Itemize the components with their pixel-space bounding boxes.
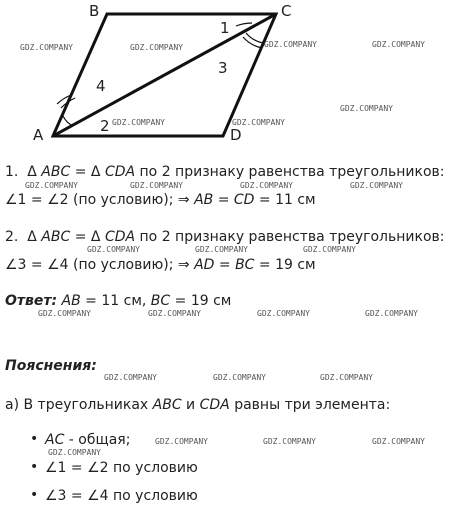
triangle-abc: ABC xyxy=(41,164,71,180)
triangle-symbol: Δ xyxy=(27,229,37,245)
watermark: GDZ.COMPANY xyxy=(20,43,73,52)
watermark: GDZ.COMPANY xyxy=(365,309,418,318)
explanation-text: равны три элемента: xyxy=(229,397,391,413)
watermark: GDZ.COMPANY xyxy=(130,181,183,190)
watermark: GDZ.COMPANY xyxy=(340,104,393,113)
vertex-a-label: A xyxy=(33,126,44,144)
watermark: GDZ.COMPANY xyxy=(257,309,310,318)
segment-ac: AC xyxy=(45,432,65,448)
watermark: GDZ.COMPANY xyxy=(372,40,425,49)
condition-text: ∠1 = ∠2 (по условию); ⇒ xyxy=(5,192,195,208)
list-item: • ∠3 = ∠4 по условию xyxy=(45,488,198,505)
equals: = xyxy=(213,192,234,208)
solution-line-3 xyxy=(5,229,444,246)
watermark: GDZ.COMPANY xyxy=(303,245,356,254)
segment-ad: AD xyxy=(194,257,215,273)
segment-cd: CD xyxy=(233,192,255,208)
vertex-d-label: D xyxy=(230,126,242,144)
solution-line-2 xyxy=(5,192,316,209)
step-number: 1. xyxy=(5,164,19,180)
answer-value-1: = 11 см, xyxy=(80,293,151,309)
watermark: GDZ.COMPANY xyxy=(195,245,248,254)
answer-label: Ответ: xyxy=(5,293,58,309)
length-value: = 19 см xyxy=(254,257,316,273)
angle-3-label: 3 xyxy=(218,59,228,77)
watermark: GDZ.COMPANY xyxy=(112,118,165,127)
watermark: GDZ.COMPANY xyxy=(372,437,425,446)
explanations-heading: Пояснения: xyxy=(5,358,97,374)
list-item-text: - общая; xyxy=(64,432,131,448)
triangle-cda: CDA xyxy=(104,164,136,180)
watermark: GDZ.COMPANY xyxy=(320,373,373,382)
step-number: 2. xyxy=(5,229,19,245)
watermark: GDZ.COMPANY xyxy=(25,181,78,190)
vertex-c-label: C xyxy=(281,2,292,20)
segment-bc: BC xyxy=(150,293,171,309)
answer-line xyxy=(5,293,231,310)
equals: = xyxy=(214,257,236,273)
equals-triangle: = Δ xyxy=(70,229,105,245)
segment-ab: AB xyxy=(194,192,214,208)
angle-1-label: 1 xyxy=(220,19,230,37)
watermark: GDZ.COMPANY xyxy=(232,118,285,127)
explanation-text: а) В треугольниках xyxy=(5,397,153,413)
list-item xyxy=(45,432,130,449)
length-value: = 11 см xyxy=(254,192,316,208)
watermark: GDZ.COMPANY xyxy=(350,181,403,190)
watermark: GDZ.COMPANY xyxy=(148,309,201,318)
triangle-abc: ABC xyxy=(152,397,182,413)
watermark: GDZ.COMPANY xyxy=(38,309,91,318)
watermark: GDZ.COMPANY xyxy=(130,43,183,52)
criterion-text: по 2 признаку равенства треугольников: xyxy=(135,229,445,245)
watermark: GDZ.COMPANY xyxy=(104,373,157,382)
watermark: GDZ.COMPANY xyxy=(240,181,293,190)
segment-bc: BC xyxy=(235,257,255,273)
list-item: • ∠1 = ∠2 по условию xyxy=(45,460,198,477)
triangle-abc: ABC xyxy=(41,229,71,245)
conjunction: и xyxy=(181,397,200,413)
angle-arc-2 xyxy=(63,116,73,126)
angle-arc-1 xyxy=(236,23,252,26)
triangle-symbol: Δ xyxy=(27,164,37,180)
equals-triangle: = Δ xyxy=(70,164,105,180)
condition-text: ∠3 = ∠4 (по условию); ⇒ xyxy=(5,257,195,273)
watermark: GDZ.COMPANY xyxy=(263,437,316,446)
criterion-text: по 2 признаку равенства треугольников: xyxy=(135,164,445,180)
triangle-cda: CDA xyxy=(199,397,230,413)
explanation-a xyxy=(5,397,390,414)
solution-line-4 xyxy=(5,257,316,274)
vertex-b-label: B xyxy=(89,2,100,20)
watermark: GDZ.COMPANY xyxy=(264,40,317,49)
segment-ab: AB xyxy=(61,293,81,309)
answer-value-2: = 19 см xyxy=(170,293,232,309)
watermark: GDZ.COMPANY xyxy=(87,245,140,254)
watermark: GDZ.COMPANY xyxy=(155,437,208,446)
angle-4-label: 4 xyxy=(96,77,106,95)
parallelogram-figure xyxy=(0,0,449,150)
watermark: GDZ.COMPANY xyxy=(48,448,101,457)
watermark: GDZ.COMPANY xyxy=(213,373,266,382)
angle-2-label: 2 xyxy=(100,117,110,135)
triangle-cda: CDA xyxy=(104,229,136,245)
solution-line-1 xyxy=(5,164,444,181)
